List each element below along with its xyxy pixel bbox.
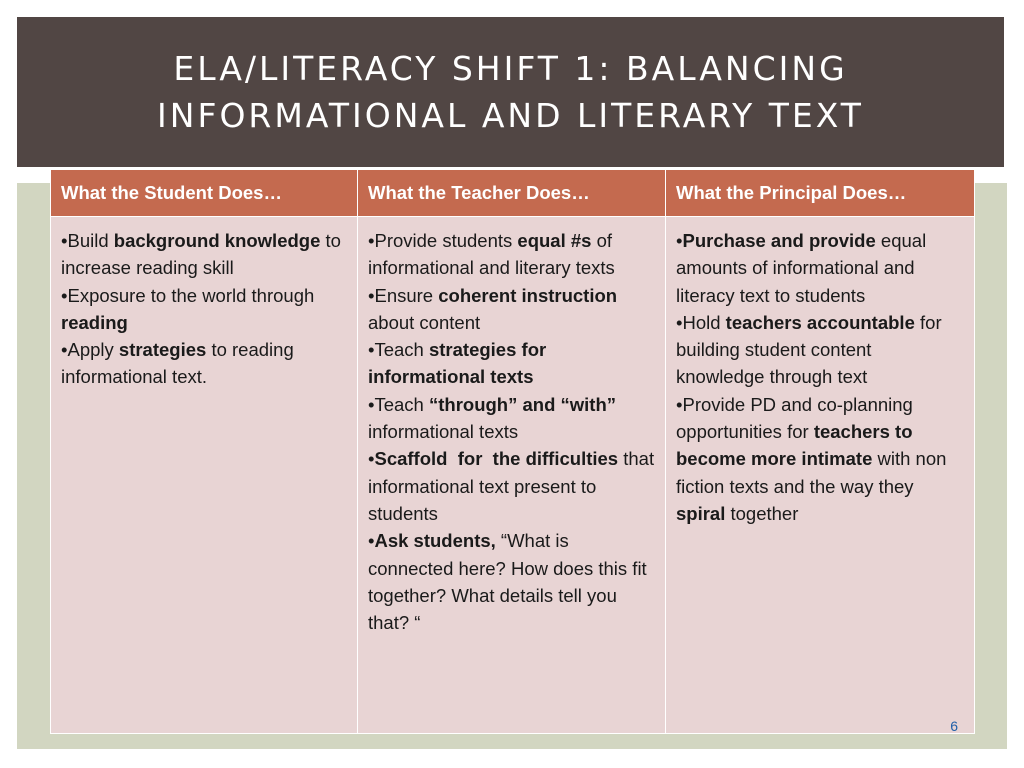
bullet-text: with non fiction texts and the way they (676, 448, 947, 497)
bullet-text: to increase reading skill (61, 230, 341, 279)
bullet-text: •Apply (61, 339, 119, 361)
bullet-text: for building student content knowledge through text (676, 311, 942, 388)
table-header-row (51, 170, 975, 217)
cell-teacher (358, 217, 666, 734)
roles-table (50, 169, 975, 734)
bullet-text: together (725, 502, 799, 524)
bullet-emphasis: teachers to become more intimate (676, 421, 913, 470)
bullet-text: “What is connected here? How does this fit together? What details tell you that? “ (368, 530, 647, 634)
bullet-text: •Provide students (368, 230, 518, 251)
bullet-text: that informational text present to students (368, 448, 655, 524)
bullet-text: • (676, 230, 683, 251)
bullet-item (61, 282, 347, 337)
bullet-item (368, 391, 655, 446)
bullet-emphasis: reading (61, 311, 128, 333)
title-bar (17, 17, 1004, 167)
bullet-emphasis: Purchase and provide (682, 230, 876, 251)
bullet-text: •Provide PD and co-planning opportunities for (676, 393, 913, 443)
bullet-item (61, 336, 347, 391)
bullet-item (368, 445, 655, 527)
bullet-text: about content (368, 311, 481, 333)
bullet-item (368, 227, 655, 282)
bullet-text: informational texts (368, 421, 519, 443)
bullet-text: • (368, 448, 375, 470)
bullet-text: • (368, 530, 375, 552)
bullet-emphasis: equal #s (517, 230, 592, 251)
bullet-text: equal amounts of informational and literacy text to students (676, 230, 927, 306)
bullet-emphasis: Ask students, (374, 530, 496, 552)
bullet-item (676, 309, 964, 391)
bullet-text: •Teach (368, 339, 429, 361)
bullet-emphasis: background knowledge (113, 230, 321, 251)
cell-principal (666, 217, 975, 734)
bullet-text: to reading informational text. (61, 339, 294, 388)
bullet-text: of informational and literary texts (368, 230, 615, 279)
bullet-emphasis: teachers accountable (725, 311, 915, 333)
page-number: 6 (950, 718, 958, 734)
bullet-item (368, 336, 655, 391)
slide-title: ELA/LITERACY SHIFT 1: BALANCING INFORMATIONAL AND LITERARY TEXT (157, 49, 864, 135)
bullet-item (368, 527, 655, 636)
bullet-emphasis: Scaffold for the difficulties (374, 448, 619, 470)
bullet-emphasis: strategies (118, 339, 207, 361)
bullet-text: •Build (61, 230, 114, 251)
bullet-emphasis: coherent instruction (438, 284, 618, 306)
table-row (51, 217, 975, 734)
bullet-item (676, 227, 964, 309)
bullet-emphasis: spiral (676, 502, 726, 524)
bullet-text: •Hold (676, 311, 726, 333)
bullet-text: •Ensure (368, 284, 439, 306)
bullet-item (368, 282, 655, 337)
header-principal: What the Principal Does… (666, 170, 975, 217)
header-student: What the Student Does… (51, 170, 358, 217)
header-teacher: What the Teacher Does… (358, 170, 666, 217)
bullet-item (676, 391, 964, 527)
bullet-emphasis: “through” and “with” (428, 393, 617, 415)
bullet-emphasis: strategies for informational texts (368, 339, 547, 388)
bullet-text: •Teach (368, 393, 429, 415)
bullet-item (61, 227, 347, 282)
cell-student (51, 217, 358, 734)
content-area (50, 169, 974, 734)
bullet-text: •Exposure to the world through (61, 284, 315, 306)
